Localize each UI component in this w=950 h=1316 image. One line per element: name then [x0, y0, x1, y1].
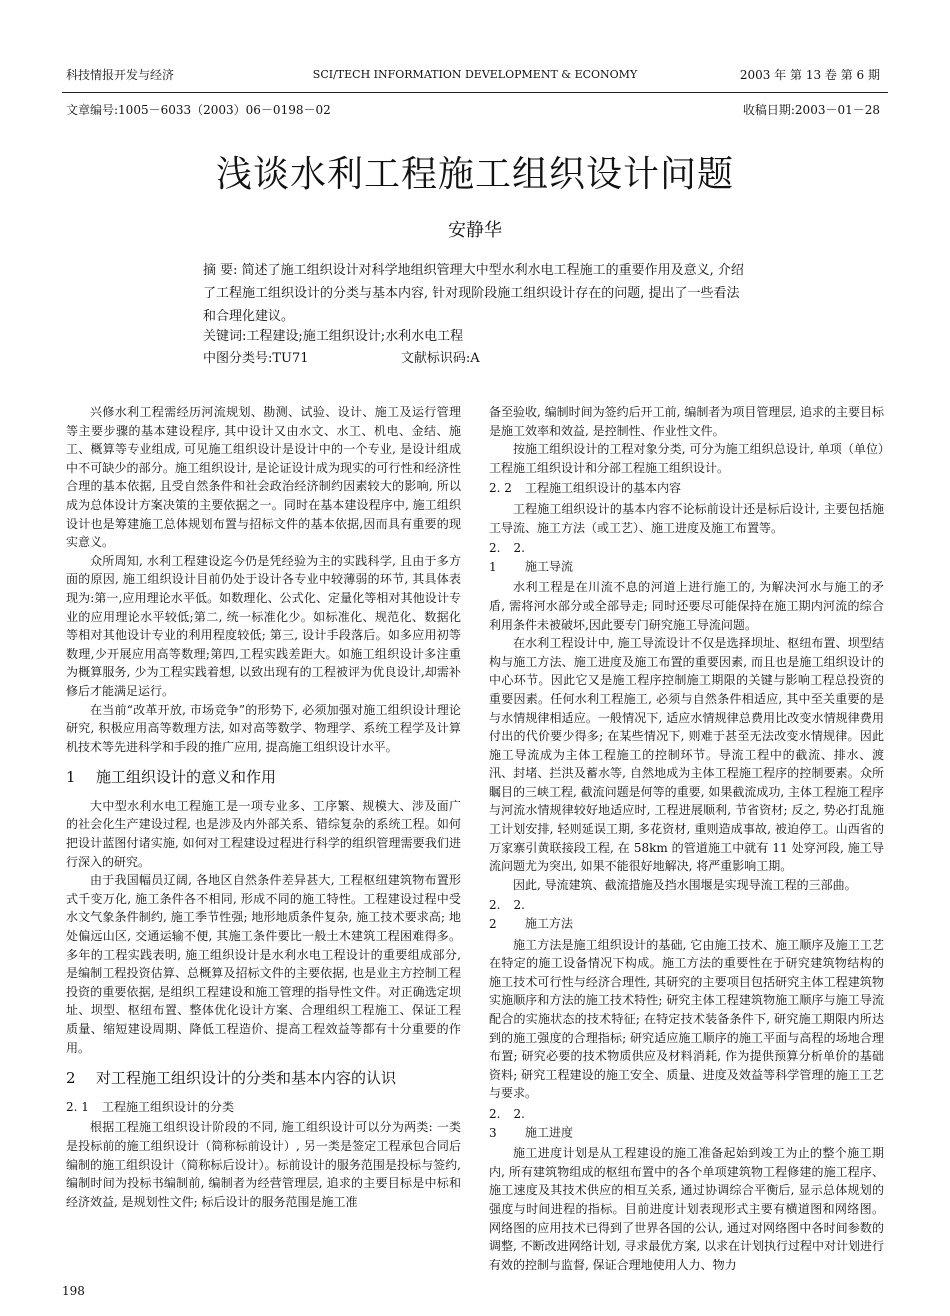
header-rule	[62, 92, 888, 93]
issue-info: 2003 年 第 13 卷 第 6 期	[739, 68, 880, 82]
paragraph: 由于我国幅员辽阔, 各地区自然条件差异甚大, 工程枢纽建筑物布置形式千变万化, 施工条件各不相同, 形成不同的施工特性。工程建设过程中受水文气象条件制约, 施工季节性强; 地形地质条件复杂, 施工技术要求高; 地处偏远山区, 交通运输不便, 其施工条件要比一般土木建筑工程困难得多。多年的工程实践表明, 施工组织设计是水利水电工程设计的重要组成部分, 是编制工程投资估算、总概算及招标文件的主要依据, 也是业主方控制工程投资的重要依据, 是组织工程建设和施工管理的指导性文件。对正确选定坝址、坝型、枢纽布置、整体优化设计方案、合理组织工程施工、保证工程质量、缩短建设周期、降低工程造价、提高工程效益等都有十分重要的作用。	[66, 873, 461, 1055]
heading-text: 对工程施工组织设计的分类和基本内容的认识	[96, 1069, 397, 1088]
right-column	[489, 403, 884, 1274]
paragraph: 工程施工组织设计的基本内容不论标前设计还是标后设计, 主要包括施工导流、施工方法（或工艺）、施工进度及施工布置等。	[489, 501, 884, 535]
heading-number: 2. 2. 3	[489, 1106, 525, 1140]
paragraph: 因此, 导流建筑、截流措施及挡水围堰是实现导流工程的三部曲。	[513, 877, 857, 892]
paragraph: 按施工组织设计的工程对象分类, 可分为施工组织总设计, 单项（单位）工程施工组织设计和分部工程施工组织设计。	[489, 442, 884, 475]
paragraph: 施工方法是施工组织设计的基础, 它由施工技术、施工顺序及施工工艺在特定的施工设备情况下构成。施工方法的重要性在于研究建筑物结构的施工技术可行性与经济合理性, 其研究的主要项目包括研究主体工程建筑物实施顺序和方法的施工技术特性; 研究主体工程建筑物施工顺序与施工导流配合的实施状态的技术特征; 在特定技术装备条件下, 研究施工期限内所达到的施工强度的合理指标; 研究适应施工顺序的施工平面与高程的场地合理布置; 研究必要的技术物质供应及材料消耗, 作为提供预算分析单价的基础资料; 研究工程建设的施工安全、质量、进度及效益等科学管理的施工工艺与要求。	[489, 937, 884, 1101]
heading-number: 2. 2. 1	[489, 541, 525, 574]
classification-line	[203, 347, 749, 370]
subsection-heading	[489, 896, 884, 933]
heading-text: 工程施工组织设计的分类	[102, 1099, 235, 1114]
paragraph: 根据工程施工组织设计阶段的不同, 施工组织设计可以分为两类: 一类是投标前的施工组织设计（简称标前设计）, 另一类是签定工程承包合同后编制的施工组织设计（简称标后设计）。标前设计的服务范围是投标与签约, 编制时间为投标书编制前, 编制者为经营管理层, 追求的主要目标是中标和经济效益, 是规划性文件; 标后设计的服务范围是施工准	[66, 1120, 461, 1209]
heading-text: 施工方法	[525, 917, 574, 932]
subsection-heading	[489, 539, 884, 576]
section-heading	[66, 768, 461, 787]
heading-number: 2. 2	[489, 481, 512, 496]
subsection-heading	[66, 1098, 461, 1117]
heading-number: 2. 1	[66, 1099, 89, 1114]
paragraph: 大中型水利水电工程施工是一项专业多、工序繁、规模大、涉及面广的社会化生产建设过程, 也是涉及内外部关系、错综复杂的系统工程。如何把设计蓝图付诸实施, 如何对工程建设过程进行科学的组织管理需要我们进行深入的研究。	[66, 798, 461, 869]
paragraph: 在水利工程设计中, 施工导流设计不仅是选择坝址、枢纽布置、坝型结构与施工方法、施工进度及施工布置的重要因素, 而且也是施工组织设计的中心环节。因此它又是施工程序控制施工期限的关键与影响工程总投资的重要因素。任何水利工程施工, 必须与自然条件相适应, 其中至关重要的是与水情规律相适应。一般情况下, 适应水情规律总费用比改变水情规律费用付出的代价要少得多; 在某些情况下, 则难于甚至无法改变水情规律。因此施工导流成为主体工程施工的控制环节。导流工程中的截流、排水、渡汛、封堵、拦洪及蓄水等, 自然地成为主体工程施工程序的控制要素。众所瞩目的三峡工程, 截流问题是何等的重要, 如果截流成功, 主体工程施工程序与河流水情规律较好地适应时, 工程进展顺利, 节省资材; 反之, 势必打乱施工计划安排, 轻则延误工期, 多花资材, 重则造成事故, 被迫停工。山西省的万家寨引黄联接段工程, 在 58km 的管道施工中就有 11 处穿河段, 施工导流问题尤为突出, 如果不能很好地解决, 将严重影响工期。	[489, 636, 884, 874]
section-heading	[66, 1069, 461, 1088]
paragraph: 备至验收, 编制时间为签约后开工前, 编制者为项目管理层, 追求的主要目标是施工效率和效益, 是控制性、作业性文件。	[489, 405, 884, 438]
heading-number: 2	[66, 1069, 76, 1088]
paragraph: 在当前“改革开放, 市场竞争”的形势下, 必须加强对施工组织设计理论研究, 积极应用高等数理方法, 如对高等数学、物理学、系统工程学及计算机技术等先进科学和手段的推广应用, 提高施工组织设计水平。	[66, 702, 461, 754]
heading-number: 2. 2. 2	[489, 898, 525, 932]
paragraph: 众所周知, 水利工程建设迄今仍是凭经验为主的实践科学, 且由于多方面的原因, 施工组织设计目前仍处于设计各专业中较薄弱的环节, 其具体表现为:第一,应用理论水平低。如数理化、公式化、定量化等相对其他设计专业的应用理论水平较低;第二, 统一标准化少。如标准化、规范化、数据化等相对其他设计专业的利用程度较低; 第三, 设计手段落后。如多应用初等数理,少开展应用高等数理;第四,工程实践差距大。如施工组织设计多注重为概算服务, 少为工程实践着想, 以致出现有的工程被评为优良设计,却需补修后才能满足运行。	[66, 553, 461, 698]
keywords: 关键词:工程建设;施工组织设计;水利水电工程	[203, 329, 464, 344]
paragraph: 施工进度计划是从工程建设的施工准备起始到竣工为止的整个施工期内, 所有建筑物组成的枢纽布置中的各个单项建筑物工程修建的施工程序、施工速度及其技术供应的相互关系, 通过协调综合平衡后, 显示总体规划的强度与时间进程的指标。目前进度计划表现形式主要有横道图和网络图。网络图的应用技术已得到了世界各国的公认, 通过对网络图中各时间参数的调整, 不断改进网络计划, 寻求最优方案, 以求在计划执行过程中对计划进行有效的控制与监督, 保证合理地使用人力、物力	[489, 1146, 884, 1272]
heading-text: 施工组织设计的意义和作用	[96, 768, 277, 787]
document-code: 文献标识码:A	[400, 351, 480, 366]
heading-number: 1	[66, 768, 76, 787]
paper-title: 浅谈水利工程施工组织设计问题	[215, 154, 734, 195]
paragraph: 兴修水利工程需经历河流规划、勘测、试验、设计、施工及运行管理等主要步骤的基本建设程序, 其中设计又由水文、水工、机电、金结、施工、概算等专业组成, 可见施工组织设计是设计中的一个专业, 是设计组成中不可缺少的部分。施工组织设计, 是论证设计成为现实的可行性和经济性合理的基本依据, 且受自然条件和社会政治经济制约因素较大的影响, 所以成为总体设计方案决策的主要依据之一。同时在基本建设程序中, 施工组织设计也是筹建施工总体规划布置与招标文件的基本依据,因而具有重要的现实意义。	[66, 405, 461, 550]
paragraph: 水利工程是在川流不息的河道上进行施工的, 为解决河水与施工的矛盾, 需将河水部分或全部导走; 同时还要尽可能保持在施工期内河流的综合利用条件未被破坏,因此要专门研究施工导流问题。	[489, 580, 884, 632]
journal-name-en: SCI/TECH INFORMATION DEVELOPMENT & ECONOMY	[312, 68, 638, 81]
abstract: 摘 要: 简述了施工组织设计对科学地组织管理大中型水利水电工程施工的重要作用及意义, 介绍了工程施工组织设计的分类与基本内容, 针对现阶段施工组织设计存在的问题, 提出了一些看法和合理化建议。	[203, 263, 744, 324]
left-column	[66, 403, 461, 1211]
clc-number: 中图分类号:TU71	[203, 351, 309, 366]
heading-text: 工程施工组织设计的基本内容	[525, 481, 682, 496]
heading-text: 施工导流	[525, 559, 574, 574]
subsection-heading	[489, 479, 884, 498]
article-number: 文章编号:1005－6033（2003）06－0198－02	[66, 103, 331, 117]
page-number: 198	[62, 1284, 85, 1298]
subsection-heading	[489, 1105, 884, 1142]
received-date: 收稿日期:2003－01－28	[742, 103, 880, 117]
author-name: 安静华	[448, 220, 502, 241]
journal-name: 科技情报开发与经济	[66, 68, 175, 82]
heading-text: 施工进度	[525, 1125, 574, 1140]
